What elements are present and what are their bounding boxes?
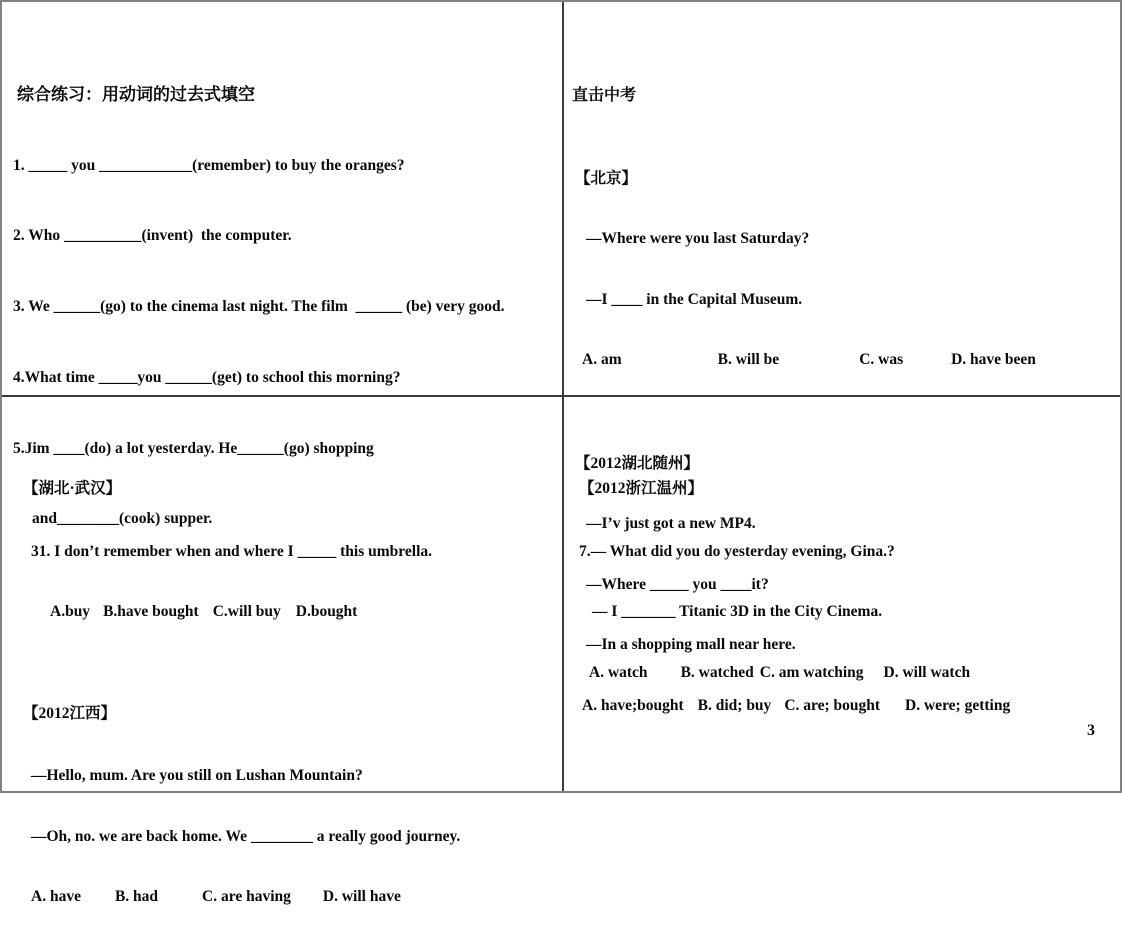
option-d: D. have been bbox=[951, 351, 1036, 368]
dialogue-line: —I’v just got a new MP4. bbox=[586, 515, 756, 532]
option-c: C. am watching bbox=[759, 663, 864, 681]
exercise-line-1: 1. _____ you ____________(remember) to buy the oranges? bbox=[13, 156, 405, 174]
option-a: A. have;bought bbox=[582, 696, 684, 714]
option-b: B. did; buy bbox=[697, 696, 772, 714]
option-c: C.will buy bbox=[212, 603, 281, 620]
section-source-jiangxi: 【2012江西】 bbox=[23, 704, 117, 722]
option-a: A.buy bbox=[50, 603, 91, 620]
dialogue-line: —Where were you last Saturday? bbox=[586, 230, 810, 247]
option-d: D.bought bbox=[295, 603, 358, 620]
options-row-wenzhou bbox=[589, 661, 1120, 686]
exercises-title: 综合练习：用动词的过去式填空 bbox=[17, 85, 255, 104]
option-a: A. watch bbox=[589, 663, 648, 681]
option-c: C. are having bbox=[202, 888, 291, 905]
quadrant-exam-questions-bottom-left bbox=[2, 397, 560, 905]
quadrant-exam-questions-bottom-right bbox=[564, 397, 1122, 793]
section-source-suizhou: 【2012湖北随州】 bbox=[575, 454, 700, 472]
section-source-beijing: 【北京】 bbox=[575, 169, 638, 187]
exercise-line-5-continued: and________(cook) supper. bbox=[32, 510, 213, 528]
exercise-line-3: 3. We ______(go) to the cinema last night. The film ______ (be) very good. bbox=[13, 298, 505, 316]
option-b: B. watched bbox=[680, 663, 754, 681]
option-b: B. had bbox=[114, 888, 159, 905]
option-c: C. are; bought bbox=[784, 696, 881, 714]
options-row-jiangxi bbox=[31, 885, 558, 910]
section-source-wenzhou: 【2012浙江温州】 bbox=[579, 480, 704, 497]
option-d: D. will have bbox=[322, 888, 401, 905]
question-line: 31. I don’t remember when and where I _____ this umbrella. bbox=[31, 542, 433, 560]
dialogue-line: —Oh, no. we are back home. We ________ a really good journey. bbox=[31, 827, 461, 845]
dialogue-line: —Hello, mum. Are you still on Lushan Mountain? bbox=[31, 767, 363, 784]
exercise-line-5: 5.Jim ____(do) a lot yesterday. He______(go) shopping bbox=[13, 439, 374, 457]
options-row-wuhan bbox=[50, 600, 558, 625]
dialogue-line: —I ____ in the Capital Museum. bbox=[586, 290, 803, 308]
exercise-line-4: 4.What time _____you ______(get) to school this morning? bbox=[13, 368, 401, 386]
option-d: D. will watch bbox=[883, 663, 971, 681]
question-line: 7.— What did you do yesterday evening, Gina.? bbox=[579, 542, 895, 560]
page-number: 3 bbox=[1087, 722, 1095, 739]
option-b: B.have bought bbox=[103, 603, 199, 620]
options-row-beijing bbox=[582, 348, 1120, 373]
option-c: C. was bbox=[859, 351, 904, 368]
exam-column-title: 直击中考 bbox=[572, 87, 637, 104]
section-source-wuhan: 【湖北·武汉】 bbox=[23, 480, 122, 497]
option-a: A. am bbox=[582, 351, 622, 368]
option-b: B. will be bbox=[717, 351, 780, 368]
dialogue-line: — I _______ Titanic 3D in the City Cinema. bbox=[592, 603, 883, 620]
exercise-line-2: 2. Who __________(invent) the computer. bbox=[13, 227, 292, 245]
dialogue-line: —In a shopping mall near here. bbox=[586, 636, 796, 653]
option-a: A. have bbox=[31, 888, 81, 905]
option-d: D. were; getting bbox=[905, 696, 1011, 714]
dialogue-line: —Where _____ you ____it? bbox=[586, 575, 769, 593]
